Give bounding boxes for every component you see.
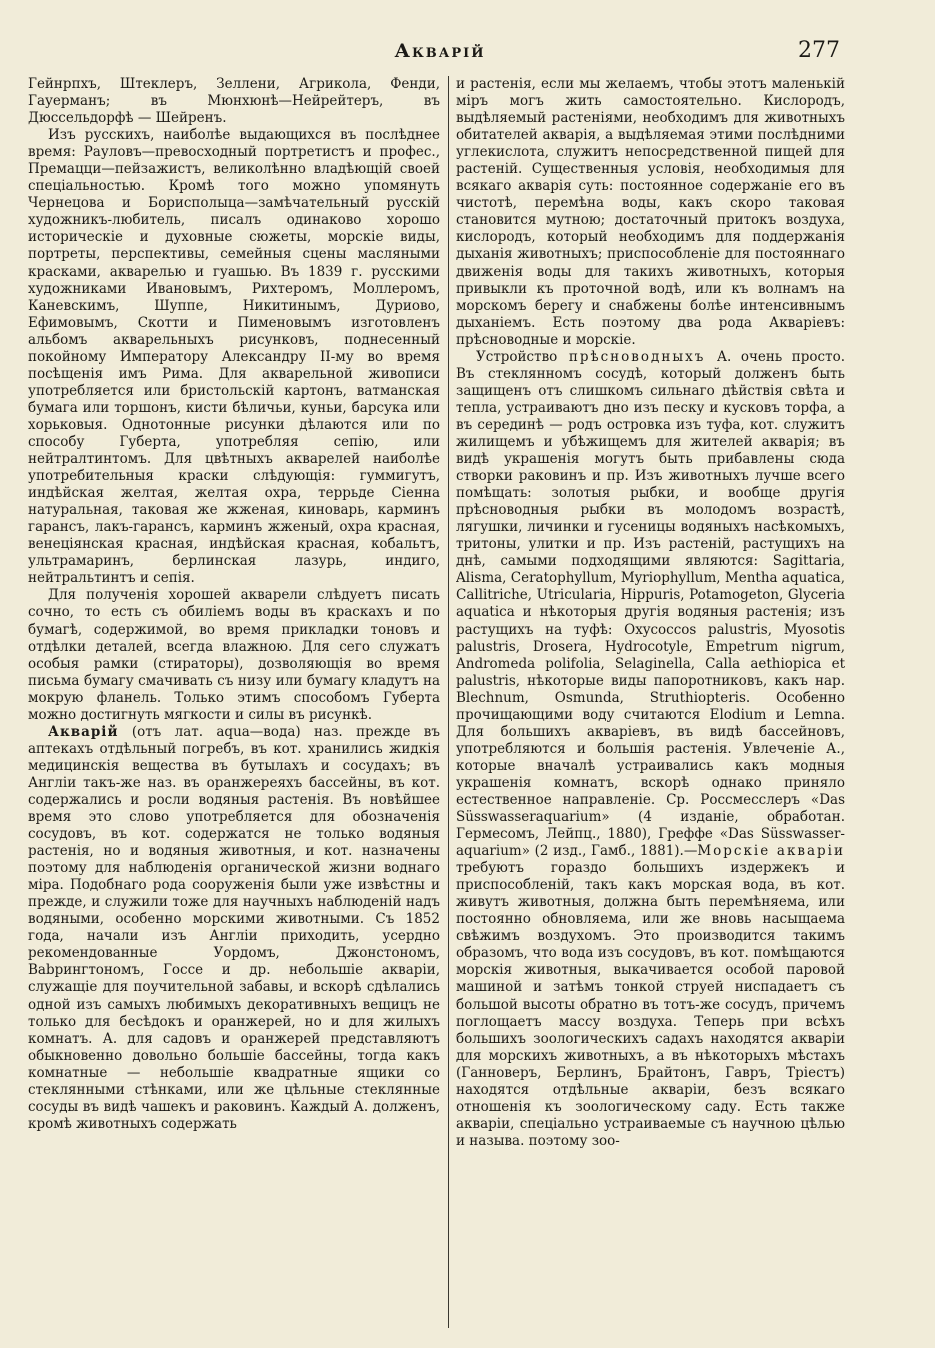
spaced-term-freshwater: прѣсноводныхъ bbox=[557, 348, 717, 365]
paragraph-continuation: Гейнрпхъ, Штеклеръ, Зеллени, Агрикола, Фенди, Гауерманъ; въ Мюнхюнѣ—Нейрейтеръ, въ Дюссельдорфѣ — Шейренъ. bbox=[28, 76, 440, 127]
column-divider bbox=[448, 76, 449, 1328]
running-head bbox=[40, 40, 840, 74]
page-title: Акварiй bbox=[394, 40, 486, 62]
paragraph-aquarium-conditions: и растенія, если мы желаемъ, чтобы этотъ маленькій міръ могъ жить самостоятельно. Кислородъ, выдѣляемый растеніями, необходимъ для животныхъ обитателей акварія, а выдѣляемая этими послѣдними углекислота, служитъ непосредственной пищей для растеній. Существенныя условія, необходимыя для всякаго акварія суть: постоянное содержаніе его въ чистотѣ, перемѣна воды, какъ скоро таковая становится мутною; достаточный притокъ воздуха, кислородъ, который необходимъ для поддержанія дыханія животныхъ; приспособленіе для постояннаго движенія воды для такихъ животныхъ, которыя привыкли къ проточной водѣ, или къ волнамъ на морскомъ берегу и снабжены болѣе интенсивнымъ дыханіемъ. Есть поэтому два рода Акваріевъ: прѣсноводные и морскіе. bbox=[456, 76, 845, 348]
entry-headword: Акварій bbox=[48, 723, 119, 740]
left-column bbox=[28, 76, 440, 1336]
spaced-term-marine: Морскіе акваріи bbox=[697, 843, 845, 860]
freshwater-text: А. очень просто. Въ стеклянномъ сосудѣ, который долженъ быть защищенъ отъ слишкомъ сильнаго дѣйствія свѣта и тепла, устраиваютъ дно изъ песку и кусковъ торфа, а въ серединѣ — родъ островка изъ туфа, кот. служитъ жилищемъ и убѣжищемъ для жителей акварія; въ видѣ украшенія могутъ быть прибавлены сюда створки раковинъ и пр. Изъ животныхъ лучше всего помѣщать: золотыя рыбки, и вообще другія прѣсноводныя рыбки въ молодомъ возрастѣ, лягушки, личинки и гусеницы водяныхъ насѣкомыхъ, тритоны, улитки и пр. Изъ растеній, растущихъ на днѣ, самыми подходящими являются: Sagittaria, Alisma, Ceratophyllum, Myriophyllum, Mentha aquatica, Callitriche, Utricularia, Hippuris, Potamogeton, Glyceria aquatica и нѣкоторыя другія водяныя растенія; изъ растущихъ на туфѣ: Oxycoccos palustris, Myosotis palustris, Drosera, Hydrocotyle, Empetrum nigrum, Andromeda polifolia, Selaginella, Calla aethiopica et palustris, нѣкоторые виды папоротниковъ, какъ нар. Blechnum, Osmunda, Struthiopteris. Особенно прочищающими воду считаются Elodium и Lemna. Для большихъ акваріевъ, въ видѣ бассейновъ, употребляются и большія растенія. Увлеченіе А., которые вначалѣ устраивались какъ модныя украшенія комнатъ, вскорѣ однако приняло естественное направленіе. Ср. Россмесслеръ «Das Süsswasseraquarium» (4 изданіе, обработан. Гермесомъ, Лейпц., 1880), Греффе «Das Süsswasser-aquarium» (2 изд., Гамб., 1881).— bbox=[456, 348, 845, 860]
marine-text: требуютъ гораздо большихъ издержекъ и приспособленій, такъ какъ морская вода, въ кот. живутъ животныя, должна быть перемѣняема, или постоянно обновляема, или же вновь насыщаема свѣжимъ воздухомъ. Это производится такимъ образомъ, что вода изъ сосудовъ, въ кот. помѣщаются морскія животныя, выкачивается особой паровой машиной и затѣмъ тонкой струей ниспадаетъ съ большой высоты обратно въ тотъ-же сосудъ, причемъ поглощаетъ массу воздуха. Теперь при всѣхъ большихъ зоологическихъ садахъ находятся акваріи для морскихъ животныхъ, а въ нѣкоторыхъ мѣстахъ (Ганноверъ, Берлинъ, Брайтонъ, Гавръ, Тріестъ) находятся отдѣльные акваріи, безъ всякаго отношенія къ зоологическому саду. Есть также акваріи, спеціально устраиваемые съ научною цѣлью и называ. поэтому зоо- bbox=[456, 860, 845, 1149]
paragraph-watercolor-technique: Для полученія хорошей акварели слѣдуетъ писать сочно, то есть съ обиліемъ воды въ краскахъ и по бумагѣ, содержимой, во время прикладки тоновъ и отдѣлки деталей, всегда влажною. Для сего служатъ особыя рамки (стираторы), дозволяющія во время письма бумагу смачивать съ низу или бумагу кладутъ на мокрую фланель. Только этимъ способомъ Губерта можно достигнуть мягкости и силы въ рисункѣ. bbox=[28, 587, 440, 723]
page-number: 277 bbox=[798, 38, 840, 63]
entry-aquarium bbox=[28, 724, 440, 1133]
entry-aquarium-text: (отъ лат. aqua—вода) наз. прежде въ аптекахъ отдѣльный погребъ, въ кот. хранились жидкія медицинскія вещества въ бутылахъ и сосудахъ; въ Англіи такъ-же наз. въ оранжереяхъ бассейны, въ кот. содержались и росли водяныя растенія. Въ новѣйшее время это слово употребляется для обозначенія сосудовъ, въ кот. содержатся не только водяныя растенія, но и водяныя животныя, и кот. назначены поэтому для наблюденія органической жизни воднаго міра. Подобнаго рода сооруженія были уже извѣстны и прежде, и служили тоже для научныхъ наблюденій надъ водяными, особенно морскими животными. Съ 1852 года, начали изъ Англіи приходить, усердно рекомендованные Уордомъ, Джонстономъ, Babрингтономъ, Госсе и др. небольшіе акваріи, служащіе для поучительной забавы, и вскорѣ сдѣлались одной изъ самыхъ любимыхъ декоративныхъ вещицъ не только для бесѣдокъ и оранжерей, но и для жилыхъ комнатъ. А. для садовъ и оранжерей представляютъ обыкновенно довольно большіе бассейны, тогда какъ комнатные — небольшіе квадратные ящики со стеклянными стѣнками, или же цѣльные стеклянные сосуды въ видѣ чашекъ и раковинъ. Каждый А. долженъ, кромѣ животныхъ содержать bbox=[28, 723, 440, 1132]
paragraph-lead: Устройство bbox=[476, 348, 558, 365]
paragraph-freshwater-aquarium bbox=[456, 349, 845, 1150]
paragraph-russian-painters: Изъ русскихъ, наиболѣе выдающихся въ послѣднее время: Рауловъ—превосходный портретистъ и профес., Премацци—пейзажистъ, великолѣнно владѣющій своей спеціальностью. Кромѣ того можно упомянуть Чернецова и Борисполыца—замѣчательный русскій художникъ-любитель, писалъ одинаково хорошо историческіе и духовные сюжеты, морскіе виды, портреты, перспективы, семейныя сцены масляными красками, акварелью и гуашью. Въ 1839 г. русскими художниками Ивановымъ, Рихтеромъ, Моллеромъ, Каневскимъ, Шуппе, Никитинымъ, Дуриово, Ефимовымъ, Скотти и Пименовымъ изготовленъ альбомъ акварельныхъ рисунковъ, поднесенный покойному Императору Александру II-му во время посѣщенія имъ Рима. Для акварельной живописи употребляется или бристольскій картонъ, ватманская бумага или торшонъ, кисти бѣличьи, куньи, барсука или хорьковыя. Однотонные рисунки дѣлаются или по способу Губерта, употребляя сепію, или нейтралтинтомъ. Для цвѣтныхъ акварелей наиболѣе употребительныя краски слѣдующія: гуммигутъ, индѣйская желтая, желтая охра, террьде Сіенна натуральная, таковая же жженая, киноварь, карминъ гарансъ, лакъ-гарансъ, карминъ жженый, охра красная, венеціянская красная, индѣйская красная, кобальтъ, ультрамаринъ, берлинская лазурь, индиго, нейтральтинтъ и сепія. bbox=[28, 127, 440, 587]
right-column bbox=[456, 76, 845, 1336]
